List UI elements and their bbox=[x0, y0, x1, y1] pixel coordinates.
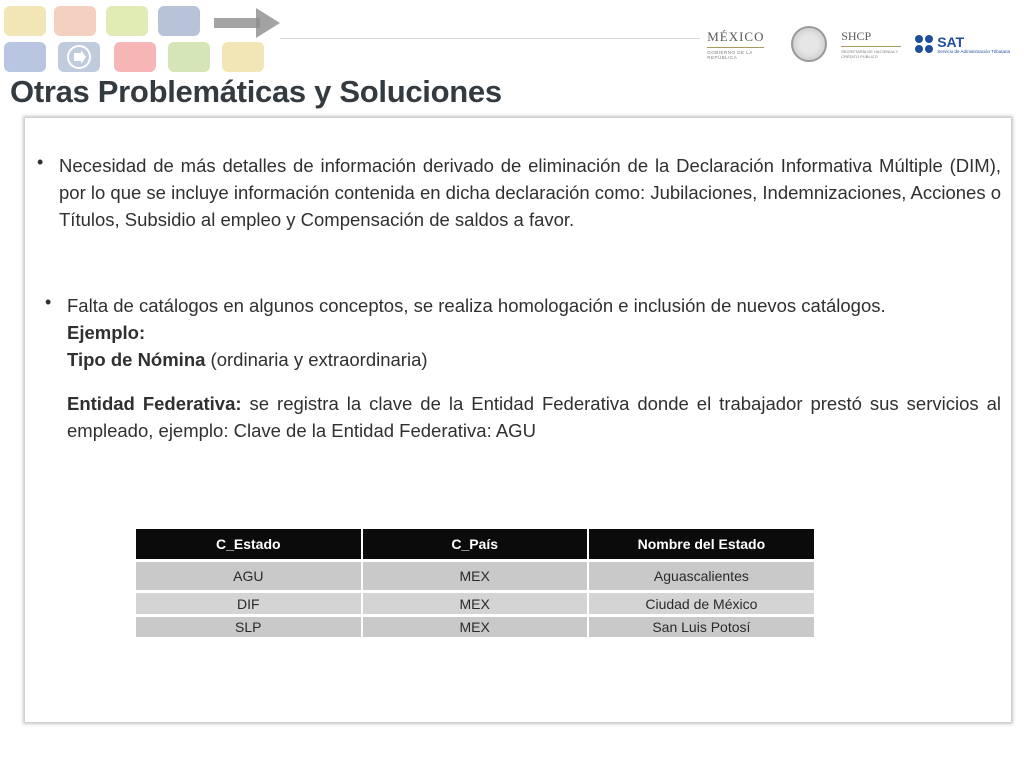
sat-dots-icon bbox=[915, 35, 933, 53]
table-cell: DIF bbox=[136, 590, 361, 614]
column-header: Nombre del Estado bbox=[589, 529, 814, 559]
sat-logo-text: SAT bbox=[937, 33, 965, 50]
table-row bbox=[136, 614, 814, 637]
nomina-text: (ordinaria y extraordinaria) bbox=[205, 349, 428, 370]
header-decoration bbox=[0, 0, 700, 80]
shcp-logo-text: SHCP bbox=[841, 29, 901, 47]
entidad-text: se registra la clave de la Entidad Federativa donde el trabajador prestó sus servicios al empleado, ejemplo: Clave de la Entidad Federativa: AGU bbox=[67, 393, 1001, 441]
bullet-dim-text: Necesidad de más detalles de información derivado de eliminación de la Declaración Informativa Múltiple (DIM), por lo que se incluye información contenida en dicha declaración como: Jubilaciones, Indemnizaciones, Acciones o Títulos, Subsidio al empleo y Compensación de saldos a favor. bbox=[59, 155, 1002, 230]
table-row bbox=[136, 559, 814, 590]
decor-tile bbox=[4, 6, 46, 36]
nomina-line bbox=[67, 346, 1001, 373]
table-cell: MEX bbox=[363, 559, 587, 590]
entidad-label: Entidad Federativa: bbox=[67, 393, 242, 414]
decor-tile bbox=[54, 6, 96, 36]
shcp-logo-subtext: SECRETARÍA DE HACIENDA Y CRÉDITO PÚBLICO bbox=[841, 49, 899, 59]
table-cell: San Luis Potosí bbox=[589, 614, 814, 637]
column-header: C_Estado bbox=[136, 529, 361, 559]
nomina-label: Tipo de Nómina bbox=[67, 349, 206, 370]
mexico-logo-subtext: GOBIERNO DE LA REPÚBLICA bbox=[707, 49, 753, 60]
slide-title: Otras Problemáticas y Soluciones bbox=[10, 74, 502, 109]
table-row bbox=[136, 590, 814, 614]
arrow-right-icon bbox=[212, 6, 282, 40]
table-cell: AGU bbox=[136, 559, 361, 590]
bullet-dot: • bbox=[37, 152, 44, 172]
national-seal-icon bbox=[791, 26, 827, 62]
government-logos bbox=[707, 26, 1010, 62]
table-cell: MEX bbox=[363, 590, 587, 614]
decor-tile bbox=[168, 42, 210, 72]
example-label: Ejemplo: bbox=[67, 322, 146, 343]
decor-tile bbox=[114, 42, 156, 72]
content-card bbox=[25, 118, 1011, 722]
decor-tile bbox=[4, 42, 46, 72]
decor-tile bbox=[106, 6, 148, 36]
sat-logo-subtext: Servicio de Administración Tributaria bbox=[937, 48, 1010, 54]
entidad-paragraph bbox=[67, 390, 1001, 444]
mexico-logo bbox=[707, 29, 777, 60]
decor-tile bbox=[158, 6, 200, 36]
table-cell: Ciudad de México bbox=[589, 590, 814, 614]
decor-tile bbox=[222, 42, 264, 72]
sat-logo bbox=[915, 35, 1010, 54]
header-divider bbox=[280, 38, 700, 39]
states-catalog-table bbox=[134, 529, 816, 637]
table-header-row bbox=[136, 529, 814, 559]
table-cell: Aguascalientes bbox=[589, 559, 814, 590]
bullet-dot: • bbox=[45, 292, 52, 312]
table-cell: SLP bbox=[136, 614, 361, 637]
bullet-catalogs-block bbox=[67, 292, 1001, 373]
shcp-logo bbox=[841, 29, 901, 59]
table-cell: MEX bbox=[363, 614, 587, 637]
mexico-logo-text: MÉXICO bbox=[707, 29, 764, 48]
circle-arrow-icon bbox=[64, 44, 94, 70]
bullet-catalogs-text: Falta de catálogos en algunos conceptos, se realiza homologación e inclusión de nuevos catálogos. bbox=[67, 295, 886, 316]
column-header: C_País bbox=[363, 529, 587, 559]
